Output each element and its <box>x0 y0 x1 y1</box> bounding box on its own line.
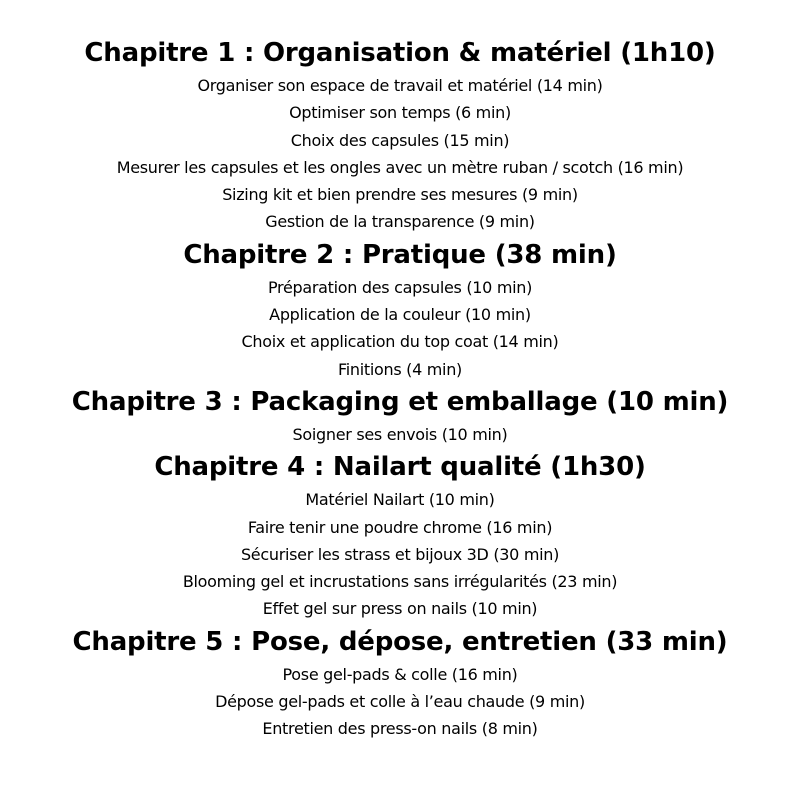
lesson-item: Application de la couleur (10 min) <box>269 305 531 325</box>
lesson-item: Gestion de la transparence (9 min) <box>265 212 535 232</box>
lesson-item: Préparation des capsules (10 min) <box>267 277 533 297</box>
lesson-item: Soigner ses envois (10 min) <box>292 424 508 444</box>
lesson-item: Choix des capsules (15 min) <box>290 130 510 150</box>
lesson-item: Blooming gel et incrustations sans irrégularités (23 min) <box>182 572 618 592</box>
lesson-item: Entretien des press-on nails (8 min) <box>262 719 538 739</box>
lesson-item: Faire tenir une poudre chrome (16 min) <box>247 517 553 537</box>
lesson-item: Finitions (4 min) <box>338 359 462 379</box>
lesson-list <box>0 72 800 236</box>
chapter-2 <box>0 236 800 383</box>
chapter-3 <box>0 383 800 448</box>
chapter-4 <box>0 448 800 622</box>
chapter-title: Chapitre 1 : Organisation & matériel (1h10) <box>84 38 716 68</box>
lesson-list <box>0 274 800 383</box>
lesson-item: Matériel Nailart (10 min) <box>305 490 495 510</box>
lesson-item: Effet gel sur press on nails (10 min) <box>262 599 538 619</box>
lesson-item: Pose gel-pads & colle (16 min) <box>282 664 518 684</box>
course-outline <box>0 34 800 743</box>
chapter-5 <box>0 623 800 743</box>
chapter-1 <box>0 34 800 236</box>
lesson-item: Choix et application du top coat (14 min) <box>241 332 559 352</box>
lesson-item: Organiser son espace de travail et matériel (14 min) <box>197 76 603 95</box>
chapter-title: Chapitre 3 : Packaging et emballage (10 min) <box>71 386 729 417</box>
lesson-item: Sizing kit et bien prendre ses mesures (9 min) <box>222 185 578 205</box>
chapter-title: Chapitre 5 : Pose, dépose, entretien (33 min) <box>72 626 728 657</box>
lesson-list <box>0 486 800 622</box>
lesson-list <box>0 421 800 448</box>
lesson-list <box>0 661 800 743</box>
lesson-item: Optimiser son temps (6 min) <box>289 103 511 123</box>
chapter-title: Chapitre 2 : Pratique (38 min) <box>183 239 617 270</box>
lesson-item: Dépose gel-pads et colle à l’eau chaude (9 min) <box>215 692 585 712</box>
lesson-item: Sécuriser les strass et bijoux 3D (30 min) <box>240 544 560 564</box>
lesson-item: Mesurer les capsules et les ongles avec un mètre ruban / scotch (16 min) <box>116 157 684 177</box>
chapter-title: Chapitre 4 : Nailart qualité (1h30) <box>154 452 646 483</box>
